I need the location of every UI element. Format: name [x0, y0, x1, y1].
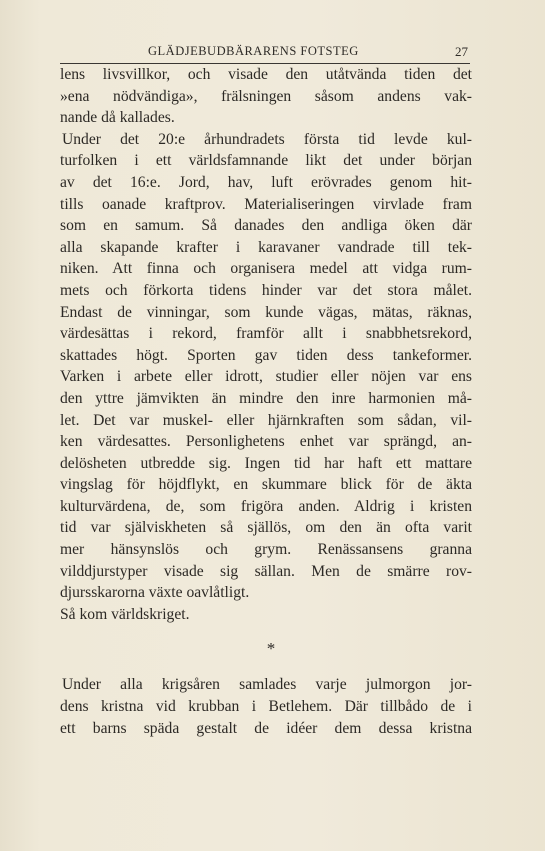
- text-line: Så kom världskriget.: [60, 605, 190, 623]
- text-line: den yttre jämvikten än mindre den inre harmonien må-: [60, 389, 472, 407]
- text-line: mets och förkorta tidens hinder var det stora målet.: [60, 281, 472, 299]
- text-line: djursskarorna växte oavlåtligt.: [60, 584, 250, 602]
- text-line: vilddjurstyper visade sig sällan. Men de smärre rov-: [60, 562, 472, 580]
- page-number: 27: [455, 44, 468, 59]
- text-line: Under det 20:e århundradets första tid levde kul-: [62, 130, 472, 148]
- text-line: Varken i arbete eller idrott, studier eller nöjen var ens: [60, 368, 472, 386]
- text-line: mer hänsynslös och grym. Renässansens granna: [60, 541, 472, 559]
- text-line: tills oanade kraftprov. Materialiseringen virvlade fram: [60, 195, 472, 213]
- text-line: av det 16:e. Jord, hav, luft erövrades genom hit-: [60, 173, 472, 191]
- text-line: dens kristna vid krubban i Betlehem. Där tillbådo de i: [60, 698, 472, 716]
- text-line: som en samum. Så danades den andliga öken där: [60, 217, 472, 235]
- text-line: lens livsvillkor, och visade den utåtvända tiden det: [60, 66, 472, 83]
- section-divider-asterisk: *: [266, 639, 276, 659]
- text-line: alla skapande krafter i karavaner vandrade till tek-: [60, 238, 472, 256]
- text-line: värdesättas i rekord, framför allt i snabbhetsrekord,: [60, 325, 472, 343]
- spacer: [60, 667, 472, 674]
- page-header: [60, 41, 470, 64]
- text-line: nande då kallades.: [60, 109, 175, 127]
- text-line: tid var själviskheten så själlös, om den än ofta varit: [60, 519, 472, 537]
- body-text: [60, 64, 472, 739]
- text-line: let. Det var muskel- eller hjärnkraften som sådan, vil-: [60, 411, 472, 429]
- text-line: Under alla krigsåren samlades varje julmorgon jor-: [62, 676, 472, 694]
- text-line: ken värdesattes. Personlighetens enhet var sprängd, an-: [60, 433, 472, 451]
- text-line: delösheten utbredde sig. Ingen tid har haft ett mattare: [60, 454, 472, 472]
- running-title: GLÄDJEBUDBÄRARENS FOTSTEG: [148, 44, 359, 58]
- text-line: ett barns späda gestalt de idéer dem dessa kristna: [60, 719, 472, 737]
- text-line: niken. Att finna och organisera medel att vidga rum-: [60, 260, 472, 278]
- text-line: skattades högt. Sporten gav tiden dess tankeformer.: [60, 346, 472, 364]
- text-line: kulturvärdena, de, som frigöra anden. Aldrig i kristen: [60, 497, 472, 515]
- text-line: »ena nödvändiga», frälsningen såsom andens vak-: [60, 87, 472, 105]
- text-line: vingslag för höjdflykt, en skummare blick för de äkta: [60, 476, 472, 494]
- text-line: turfolken i ett världsfamnande likt det under början: [60, 152, 472, 170]
- text-line: Endast de vinningar, som kunde vägas, mätas, räknas,: [60, 303, 472, 321]
